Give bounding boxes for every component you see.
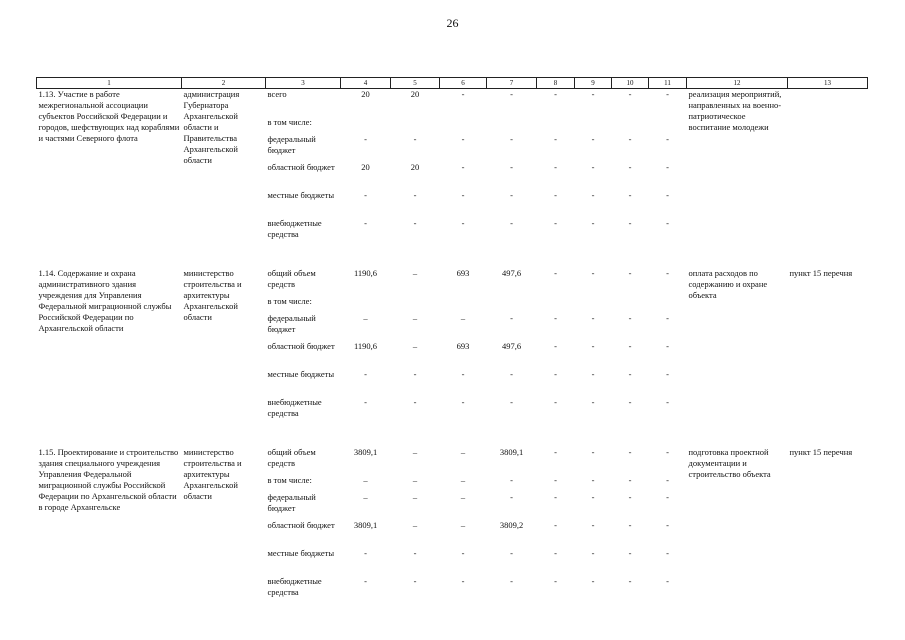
executor-cell: администрация Губернатора Архангельской области и Правительства Архангельской области xyxy=(183,89,240,165)
value-cell-col5: – xyxy=(412,268,418,278)
value-cell-col11: - xyxy=(666,520,669,530)
value-cell-col5: - xyxy=(413,548,417,558)
value-cell-col7: - xyxy=(510,369,513,379)
value-cell-col7: - xyxy=(510,134,513,144)
value-cell-col5: 20 xyxy=(410,162,420,172)
value-cell-col7: - xyxy=(510,397,513,407)
value-cell-col8: - xyxy=(554,492,557,502)
value-cell-col7: - xyxy=(510,162,513,172)
value-cell-col5: – xyxy=(412,520,418,530)
value-cell-col7: - xyxy=(510,218,513,228)
value-cell-col8 xyxy=(537,296,575,313)
value-cell-col8: - xyxy=(554,397,557,407)
value-cell-col10: - xyxy=(628,162,632,172)
value-cell-col8: - xyxy=(554,341,557,351)
value-cell-col11: - xyxy=(666,162,669,172)
value-cell-col11: - xyxy=(666,341,669,351)
value-cell-col5: - xyxy=(413,576,417,586)
value-cell-col6: – xyxy=(460,475,466,485)
funding-source: местные бюджеты xyxy=(267,548,335,558)
value-cell-col10: - xyxy=(628,492,632,502)
value-cell-col9: - xyxy=(591,313,595,323)
value-cell-col4: 3809,1 xyxy=(353,520,378,530)
value-cell-col10: - xyxy=(628,218,632,228)
value-cell-col9: - xyxy=(591,475,595,485)
value-cell-col9: - xyxy=(591,89,595,99)
value-cell-col8 xyxy=(537,117,575,134)
value-cell-col11: - xyxy=(666,190,669,200)
executor-cell: министерство строительства и архитектуры Архангельской области xyxy=(183,447,242,501)
value-cell-col11: - xyxy=(666,447,669,457)
value-cell-col10: - xyxy=(628,341,632,351)
column-number-12: 12 xyxy=(687,78,788,89)
value-cell-col8: - xyxy=(554,447,557,457)
value-cell-col6: – xyxy=(460,520,466,530)
value-cell-col10: - xyxy=(628,369,632,379)
value-cell-col9: - xyxy=(591,397,595,407)
value-cell-col8: - xyxy=(554,520,557,530)
value-cell-col11: - xyxy=(666,548,669,558)
measure-title: 1.13. Участие в работе межрегиональной ассоциации субъектов Российской Федерации и городов, шефствующих над кораблями и частями Северного флота xyxy=(38,89,180,143)
value-cell-col4: - xyxy=(364,397,367,407)
spacer-row xyxy=(37,246,868,268)
value-cell-col7 xyxy=(487,296,537,313)
funding-source: областной бюджет xyxy=(267,162,335,172)
column-number-row xyxy=(37,78,868,89)
column-number-6: 6 xyxy=(440,78,487,89)
value-cell-col6: – xyxy=(460,313,466,323)
funding-source: общий объем средств xyxy=(267,268,316,289)
value-cell-col11 xyxy=(649,296,687,313)
value-cell-col4: - xyxy=(364,218,367,228)
funding-source: в том числе: xyxy=(267,296,312,306)
value-cell-col9: - xyxy=(591,190,595,200)
funding-source: местные бюджеты xyxy=(267,190,335,200)
value-cell-col9 xyxy=(575,296,612,313)
value-cell-col10: - xyxy=(628,397,632,407)
value-cell-col5: 20 xyxy=(410,89,420,99)
value-cell-col8: - xyxy=(554,369,557,379)
column-number-13: 13 xyxy=(788,78,868,89)
value-cell-col11: - xyxy=(666,576,669,586)
value-cell-col5: - xyxy=(413,369,417,379)
value-cell-col4: – xyxy=(363,313,368,323)
value-cell-col10: - xyxy=(628,268,632,278)
value-cell-col4: 1190,6 xyxy=(353,268,378,278)
value-cell-col6 xyxy=(440,296,487,313)
value-cell-col6: - xyxy=(461,548,465,558)
value-cell-col6: 693 xyxy=(456,268,470,278)
value-cell-col4: – xyxy=(363,492,368,502)
value-cell-col11: - xyxy=(666,268,669,278)
column-number-3: 3 xyxy=(266,78,341,89)
value-cell-col6: - xyxy=(461,369,465,379)
column-number-1: 1 xyxy=(37,78,182,89)
value-cell-col7: - xyxy=(510,475,513,485)
column-number-8: 8 xyxy=(537,78,575,89)
value-cell-col9: - xyxy=(591,447,595,457)
funding-source: внебюджетные средства xyxy=(267,218,322,239)
value-cell-col10 xyxy=(612,296,649,313)
value-cell-col4: 20 xyxy=(361,162,370,172)
value-cell-col11: - xyxy=(666,397,669,407)
value-cell-col10: - xyxy=(628,475,632,485)
funding-source: внебюджетные средства xyxy=(267,397,322,418)
funding-source: областной бюджет xyxy=(267,520,335,530)
value-cell-col10: - xyxy=(628,134,632,144)
value-cell-col4: - xyxy=(364,576,367,586)
value-cell-col7: - xyxy=(510,190,513,200)
value-cell-col6: 693 xyxy=(456,341,470,351)
value-cell-col6: - xyxy=(461,576,465,586)
list-reference: пункт 15 перечня xyxy=(789,447,853,457)
executor-cell: министерство строительства и архитектуры Архангельской области xyxy=(183,268,242,322)
value-cell-col7: 3809,2 xyxy=(499,520,524,530)
value-cell-col10: - xyxy=(628,576,632,586)
expected-result: подготовка проектной документации и строительство объекта xyxy=(688,447,771,479)
value-cell-col4 xyxy=(341,296,391,313)
value-cell-col10: - xyxy=(628,447,632,457)
value-cell-col9: - xyxy=(591,576,595,586)
value-cell-col7: - xyxy=(510,492,513,502)
value-cell-col10: - xyxy=(628,313,632,323)
value-cell-col5: – xyxy=(412,313,418,323)
value-cell-col7: 497,6 xyxy=(501,268,522,278)
funding-source: областной бюджет xyxy=(267,341,335,351)
value-cell-col4: - xyxy=(364,134,367,144)
funding-source: в том числе: xyxy=(267,475,312,485)
value-cell-col5: – xyxy=(412,475,418,485)
value-cell-col6: - xyxy=(461,89,465,99)
value-cell-col6: - xyxy=(461,218,465,228)
value-cell-col4: – xyxy=(363,475,368,485)
value-cell-col11: - xyxy=(666,369,669,379)
expected-result: реализация мероприятий, направленных на военно-патриотическое воспитание молодежи xyxy=(688,89,782,132)
value-cell-col4: 3809,1 xyxy=(353,447,378,457)
value-cell-col9: - xyxy=(591,520,595,530)
table-row xyxy=(37,447,868,475)
expected-result: оплата расходов по содержанию и охране объекта xyxy=(688,268,768,300)
column-number-9: 9 xyxy=(575,78,612,89)
value-cell-col8: - xyxy=(554,89,557,99)
value-cell-col8: - xyxy=(554,190,557,200)
column-number-10: 10 xyxy=(612,78,649,89)
funding-source: всего xyxy=(267,89,287,99)
value-cell-col7: - xyxy=(510,576,513,586)
value-cell-col8: - xyxy=(554,475,557,485)
value-cell-col9: - xyxy=(591,341,595,351)
list-reference xyxy=(788,89,868,247)
column-number-2: 2 xyxy=(182,78,266,89)
value-cell-col6: – xyxy=(460,492,466,502)
funding-source: местные бюджеты xyxy=(267,369,335,379)
value-cell-col9: - xyxy=(591,268,595,278)
value-cell-col4 xyxy=(341,117,391,134)
funding-source: федеральный бюджет xyxy=(267,492,316,513)
funding-source: федеральный бюджет xyxy=(267,313,316,334)
column-number-11: 11 xyxy=(649,78,687,89)
value-cell-col6 xyxy=(440,117,487,134)
value-cell-col10: - xyxy=(628,520,632,530)
value-cell-col7: - xyxy=(510,548,513,558)
value-cell-col10: - xyxy=(628,190,632,200)
value-cell-col6: - xyxy=(461,134,465,144)
column-number-4: 4 xyxy=(341,78,391,89)
value-cell-col9: - xyxy=(591,218,595,228)
funding-source: общий объем средств xyxy=(267,447,316,468)
page-number: 26 xyxy=(446,16,459,30)
value-cell-col7: 3809,1 xyxy=(499,447,524,457)
value-cell-col6: – xyxy=(460,447,466,457)
funding-source: в том числе: xyxy=(267,117,312,127)
value-cell-col11: - xyxy=(666,492,669,502)
value-cell-col4: - xyxy=(364,369,367,379)
value-cell-col8: - xyxy=(554,548,557,558)
column-number-7: 7 xyxy=(487,78,537,89)
value-cell-col11 xyxy=(649,117,687,134)
value-cell-col7: - xyxy=(510,89,513,99)
value-cell-col9 xyxy=(575,117,612,134)
value-cell-col6: - xyxy=(461,397,465,407)
value-cell-col9: - xyxy=(591,134,595,144)
value-cell-col9: - xyxy=(591,548,595,558)
value-cell-col11: - xyxy=(666,475,669,485)
value-cell-col11: - xyxy=(666,218,669,228)
value-cell-col7: 497,6 xyxy=(501,341,522,351)
value-cell-col10 xyxy=(612,117,649,134)
value-cell-col9: - xyxy=(591,492,595,502)
value-cell-col11: - xyxy=(666,134,669,144)
value-cell-col5: - xyxy=(413,218,417,228)
value-cell-col4: - xyxy=(364,190,367,200)
spacer-row xyxy=(37,425,868,447)
funding-source: федеральный бюджет xyxy=(267,134,316,155)
value-cell-col5: - xyxy=(413,397,417,407)
value-cell-col7 xyxy=(487,117,537,134)
measure-title: 1.14. Содержание и охрана административного здания учреждения для Управления Федеральной миграционной службы Российской Федерации по Архангельской области xyxy=(38,268,172,333)
value-cell-col4: - xyxy=(364,548,367,558)
value-cell-col8: - xyxy=(554,576,557,586)
value-cell-col5 xyxy=(391,296,440,313)
value-cell-col5: - xyxy=(413,190,417,200)
value-cell-col10: - xyxy=(628,548,632,558)
value-cell-col8: - xyxy=(554,313,557,323)
spacer-cell xyxy=(37,425,868,447)
list-reference: пункт 15 перечня xyxy=(789,268,853,278)
table-row xyxy=(37,268,868,296)
value-cell-col6: - xyxy=(461,162,465,172)
value-cell-col5: – xyxy=(412,341,418,351)
value-cell-col11: - xyxy=(666,89,669,99)
value-cell-col9: - xyxy=(591,162,595,172)
value-cell-col11: - xyxy=(666,313,669,323)
column-number-5: 5 xyxy=(391,78,440,89)
table-row xyxy=(37,89,868,118)
value-cell-col4: 20 xyxy=(361,89,370,99)
value-cell-col5: – xyxy=(412,492,418,502)
funding-source: внебюджетные средства xyxy=(267,576,322,597)
budget-table xyxy=(36,77,868,604)
value-cell-col5 xyxy=(391,117,440,134)
measure-title: 1.15. Проектирование и строительство здания специального учреждения Управления Федеральной миграционной службы Российской Федерации по Архангельской области в городе Архангельске xyxy=(38,447,179,512)
value-cell-col10: - xyxy=(628,89,632,99)
value-cell-col8: - xyxy=(554,134,557,144)
value-cell-col5: – xyxy=(412,447,418,457)
value-cell-col5: - xyxy=(413,134,417,144)
value-cell-col8: - xyxy=(554,162,557,172)
value-cell-col6: - xyxy=(461,190,465,200)
spacer-cell xyxy=(37,246,868,268)
value-cell-col7: - xyxy=(510,313,513,323)
value-cell-col8: - xyxy=(554,218,557,228)
value-cell-col4: 1190,6 xyxy=(353,341,378,351)
value-cell-col8: - xyxy=(554,268,557,278)
value-cell-col9: - xyxy=(591,369,595,379)
